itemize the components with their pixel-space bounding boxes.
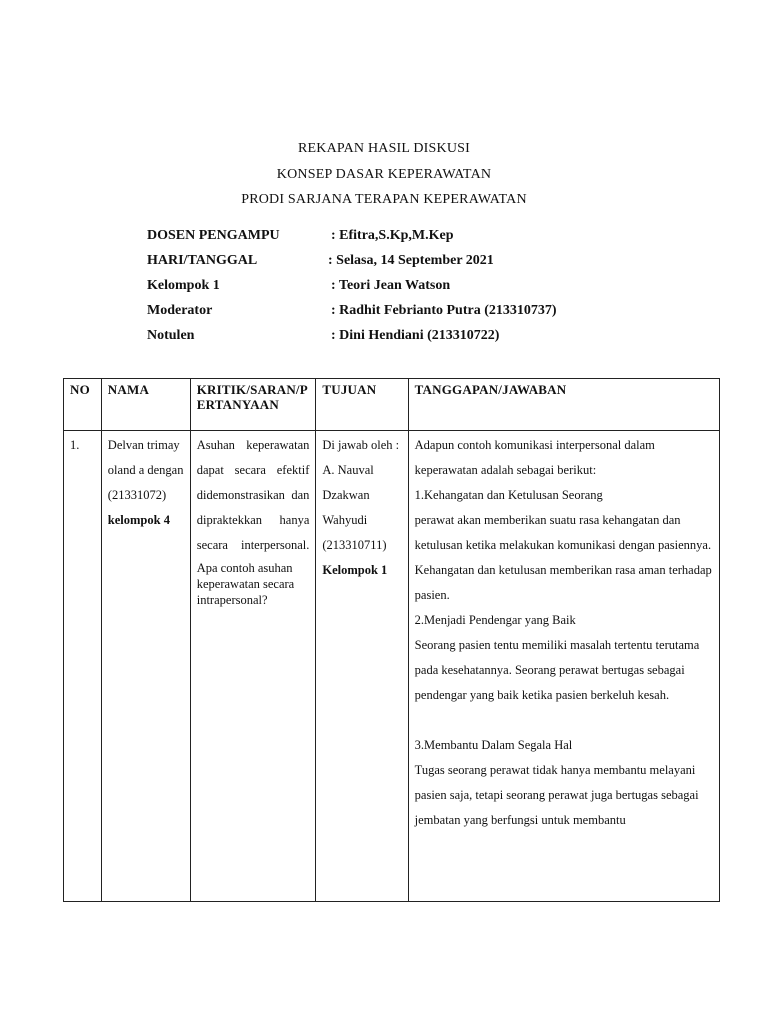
- moderator-value: : Radhit Febrianto Putra (213310737): [331, 303, 557, 318]
- point-1-title: 1.Kehangatan dan Ketulusan Seorang: [414, 488, 603, 502]
- point-3-text: Tugas seorang perawat tidak hanya membantu melayani pasien saja, tetapi seorang perawat juga bertugas sebagai jembatan yang berfungsi untuk membantu: [414, 763, 699, 827]
- title-line-1: REKAPAN HASIL DISKUSI: [298, 141, 470, 156]
- spacer: [415, 708, 713, 733]
- point-1-text: perawat akan memberikan suatu rasa kehangatan dan ketulusan ketika melakukan komunikasi dengan pasiennya. Kehangatan dan ketulusan memberikan rasa aman terhadap pasien.: [414, 513, 712, 602]
- header-kritik: KRITIK/SARAN/PERTANYAAN: [190, 379, 316, 431]
- cell-tujuan: [316, 431, 408, 902]
- cell-no: 1.: [64, 431, 102, 902]
- hari-label: HARI/TANGGAL: [147, 253, 258, 268]
- kritik-statement: Asuhan keperawatan dapat secara efektif didemonstrasikan dan dipraktekkan hanya secara interpersonal.: [196, 438, 310, 552]
- kelompok-label: Kelompok 1: [147, 278, 220, 293]
- cell-nama: [101, 431, 190, 902]
- hari-value: : Selasa, 14 September 2021: [328, 253, 494, 268]
- header-tanggapan: TANGGAPAN/JAWABAN: [408, 379, 719, 431]
- dosen-value: : Efitra,S.Kp,M.Kep: [331, 228, 454, 243]
- participant-name: Delvan trimayoland a dengan (21331072): [107, 438, 184, 502]
- header-tujuan: TUJUAN: [316, 379, 408, 431]
- title-line-2: KONSEP DASAR KEPERAWATAN: [276, 166, 492, 182]
- document-title: [0, 136, 768, 213]
- participant-group: kelompok 4: [107, 513, 170, 527]
- discussion-table: [63, 378, 720, 902]
- notulen-value: : Dini Hendiani (213310722): [331, 328, 500, 343]
- answer-group: Kelompok 1: [322, 563, 388, 577]
- title-line-3: PRODI SARJANA TERAPAN KEPERAWATAN: [241, 192, 527, 207]
- answered-by: Di jawab oleh : A. Nauval Dzakwan Wahyudi (213310711): [322, 438, 400, 552]
- table-header-row: [64, 379, 720, 431]
- kelompok-value: : Teori Jean Watson: [331, 278, 451, 293]
- header-nama: NAMA: [101, 379, 190, 431]
- point-2-title: 2.Menjadi Pendengar yang Baik: [414, 613, 576, 627]
- kritik-question: Apa contoh asuhan keperawatan secara intrapersonal?: [196, 561, 295, 607]
- header-no: NO: [64, 379, 102, 431]
- point-2-text: Seorang pasien tentu memiliki masalah tertentu terutama pada kesehatannya. Seorang perawat bertugas sebagai pendengar yang baik ketika pasien berkeluh kesah.: [414, 638, 700, 702]
- notulen-label: Notulen: [147, 328, 195, 343]
- cell-tanggapan: [408, 431, 719, 902]
- cell-kritik: [190, 431, 316, 902]
- dosen-label: DOSEN PENGAMPU: [147, 228, 280, 243]
- point-3-title: 3.Membantu Dalam Segala Hal: [414, 738, 573, 752]
- moderator-label: Moderator: [147, 303, 213, 318]
- answer-intro: Adapun contoh komunikasi interpersonal dalam keperawatan adalah sebagai berikut:: [414, 438, 655, 477]
- table-row: [64, 431, 720, 902]
